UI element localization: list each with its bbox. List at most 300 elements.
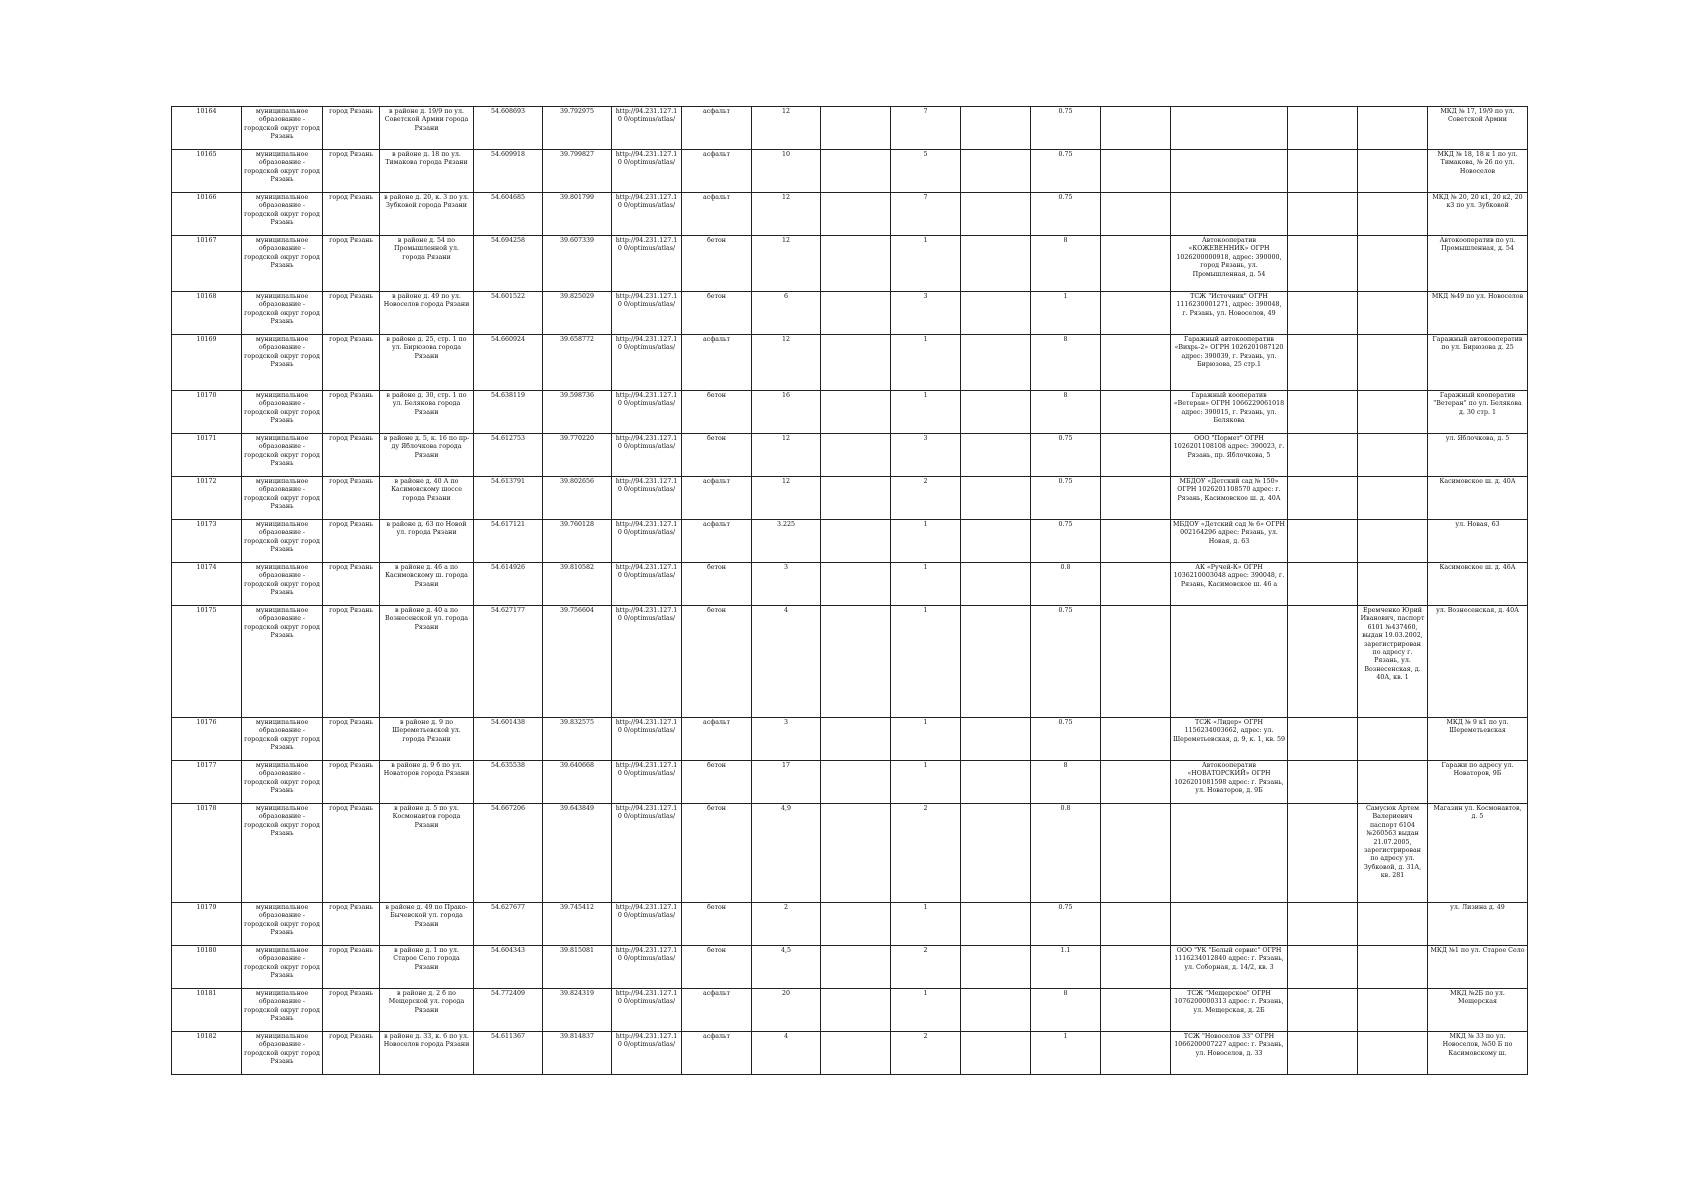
cell-owner: Автокооператив «КОЖЕВЕННИК» ОГРН 1026200000918, адрес: 390000, город Рязань, ул. Промышленная, д. 54 bbox=[1171, 236, 1288, 292]
table-row bbox=[172, 391, 1528, 434]
cell-owner: ТСЖ "Новоселов 33" ОГРН 1066200007227 адрес: г. Рязань, ул. Новоселов, д. 33 bbox=[1171, 1032, 1288, 1075]
cell-id: 10178 bbox=[172, 804, 242, 903]
cell-gap bbox=[1101, 150, 1171, 193]
cell-owner: ТСЖ «Лидер» ОГРН 1156234003662, адрес: ул. Шереметьевская, д. 9, к. 1, кв. 59 bbox=[1171, 718, 1288, 761]
table-row bbox=[172, 903, 1528, 946]
table-body bbox=[172, 107, 1528, 1075]
cell-mun: муниципальное образование - городской округ город Рязань bbox=[242, 563, 323, 606]
cell-c12 bbox=[961, 193, 1031, 236]
cell-place: в районе д. 9 по Шереметьевской ул. города Рязани bbox=[380, 718, 474, 761]
cell-person bbox=[1358, 107, 1428, 150]
cell-url: http://94.231.127.10 0/optimus/atlas/ bbox=[612, 477, 682, 520]
cell-c10 bbox=[821, 761, 891, 804]
cell-lon: 39.814837 bbox=[543, 1032, 612, 1075]
cell-person: Самусюк Артем Валериевич паспорт 6104 №260563 выдан 21.07.2005, зарегистрирован по адресу ул. Зубковой, д. 31А, кв. 281 bbox=[1358, 804, 1428, 903]
cell-source: МКД № 18, 18 к 1 по ул. Тимакова, № 26 по ул. Новоселов bbox=[1428, 150, 1528, 193]
cell-place: в районе д. 5 по ул. Космонавтов города Рязани bbox=[380, 804, 474, 903]
cell-url: http://94.231.127.10 0/optimus/atlas/ bbox=[612, 1032, 682, 1075]
cell-count: 2 bbox=[891, 804, 961, 903]
cell-area: 12 bbox=[752, 107, 821, 150]
cell-area: 4 bbox=[752, 606, 821, 718]
cell-owner bbox=[1171, 606, 1288, 718]
cell-vol: 1 bbox=[1031, 292, 1101, 335]
cell-mun: муниципальное образование - городской округ город Рязань bbox=[242, 804, 323, 903]
cell-city: город Рязань bbox=[323, 989, 380, 1032]
cell-city: город Рязань bbox=[323, 761, 380, 804]
cell-owner: Автокооператив «НОВАТОРСКИЙ» ОГРН 1026201081598 адрес: г. Рязань, ул. Новаторов, д. 9Б bbox=[1171, 761, 1288, 804]
cell-gap bbox=[1101, 946, 1171, 989]
cell-c15 bbox=[1288, 434, 1358, 477]
cell-owner bbox=[1171, 150, 1288, 193]
cell-city: город Рязань bbox=[323, 718, 380, 761]
cell-mun: муниципальное образование - городской округ город Рязань bbox=[242, 236, 323, 292]
cell-city: город Рязань bbox=[323, 477, 380, 520]
cell-owner: ООО "УК "Белый сервис" ОГРН 1116234012840 адрес: г. Рязань, ул. Соборная, д. 14/2, кв. 3 bbox=[1171, 946, 1288, 989]
cell-id: 10175 bbox=[172, 606, 242, 718]
cell-mun: муниципальное образование - городской округ город Рязань bbox=[242, 477, 323, 520]
cell-c12 bbox=[961, 335, 1031, 391]
cell-gap bbox=[1101, 761, 1171, 804]
cell-lat: 54.601522 bbox=[474, 292, 543, 335]
cell-cover: бетон bbox=[682, 606, 752, 718]
cell-mun: муниципальное образование - городской округ город Рязань bbox=[242, 946, 323, 989]
cell-count: 1 bbox=[891, 903, 961, 946]
cell-c12 bbox=[961, 520, 1031, 563]
cell-cover: бетон bbox=[682, 804, 752, 903]
cell-c10 bbox=[821, 335, 891, 391]
cell-source: МКД №49 по ул. Новоселов bbox=[1428, 292, 1528, 335]
cell-c12 bbox=[961, 761, 1031, 804]
cell-id: 10164 bbox=[172, 107, 242, 150]
cell-area: 10 bbox=[752, 150, 821, 193]
cell-person: Еремченко Юрий Иванович, паспорт 6101 №437460, выдан 19.03.2002, зарегистрирован по адресу г. Рязань, ул. Вознесенская, д. 40А, кв. 1 bbox=[1358, 606, 1428, 718]
cell-lat: 54.694258 bbox=[474, 236, 543, 292]
cell-vol: 0.75 bbox=[1031, 520, 1101, 563]
cell-gap bbox=[1101, 989, 1171, 1032]
cell-person bbox=[1358, 477, 1428, 520]
cell-url: http://94.231.127.10 0/optimus/atlas/ bbox=[612, 520, 682, 563]
cell-lon: 39.658772 bbox=[543, 335, 612, 391]
cell-cover: бетон bbox=[682, 292, 752, 335]
cell-person bbox=[1358, 150, 1428, 193]
cell-mun: муниципальное образование - городской округ город Рязань bbox=[242, 718, 323, 761]
cell-lat: 54.627677 bbox=[474, 903, 543, 946]
cell-owner: ТСЖ "Источник" ОГРН 1116230001271, адрес: 390048, г. Рязань, ул. Новоселов, 49 bbox=[1171, 292, 1288, 335]
cell-vol: 1.1 bbox=[1031, 946, 1101, 989]
cell-cover: бетон bbox=[682, 903, 752, 946]
cell-c15 bbox=[1288, 292, 1358, 335]
cell-count: 2 bbox=[891, 477, 961, 520]
cell-c10 bbox=[821, 563, 891, 606]
cell-gap bbox=[1101, 606, 1171, 718]
cell-c12 bbox=[961, 391, 1031, 434]
cell-lon: 39.643849 bbox=[543, 804, 612, 903]
cell-mun: муниципальное образование - городской округ город Рязань bbox=[242, 292, 323, 335]
cell-place: в районе д. 49 по ул. Новоселов города Рязани bbox=[380, 292, 474, 335]
cell-owner: Гаражный автокооператив «Вихрь-2» ОГРН 1026201087120 адрес: 390039, г. Рязань, ул. Бирюзова, 25 стр.1 bbox=[1171, 335, 1288, 391]
cell-lon: 39.832575 bbox=[543, 718, 612, 761]
cell-c10 bbox=[821, 292, 891, 335]
cell-id: 10170 bbox=[172, 391, 242, 434]
cell-owner: ТСЖ "Мещерское" ОГРН 1076200000313 адрес: г. Рязань, ул. Мещерская, д. 2Б bbox=[1171, 989, 1288, 1032]
cell-vol: 0.75 bbox=[1031, 193, 1101, 236]
cell-place: в районе д. 18 по ул. Тимакова города Рязани bbox=[380, 150, 474, 193]
cell-id: 10167 bbox=[172, 236, 242, 292]
cell-count: 2 bbox=[891, 946, 961, 989]
cell-source: МКД №1 по ул. Старое Село bbox=[1428, 946, 1528, 989]
cell-id: 10182 bbox=[172, 1032, 242, 1075]
cell-c15 bbox=[1288, 606, 1358, 718]
cell-c15 bbox=[1288, 107, 1358, 150]
cell-vol: 0.75 bbox=[1031, 477, 1101, 520]
cell-c12 bbox=[961, 150, 1031, 193]
cell-owner: ООО "Пормет" ОГРН 1026201108108 адрес: 390023, г. Рязань, пр. Яблочкова, 5 bbox=[1171, 434, 1288, 477]
cell-c10 bbox=[821, 718, 891, 761]
cell-city: город Рязань bbox=[323, 107, 380, 150]
cell-c10 bbox=[821, 391, 891, 434]
cell-city: город Рязань bbox=[323, 606, 380, 718]
cell-id: 10176 bbox=[172, 718, 242, 761]
cell-owner: Гаражный кооператив «Ветеран» ОГРН 1066229061018 адрес: 390015, г. Рязань, ул. Белякова bbox=[1171, 391, 1288, 434]
cell-c10 bbox=[821, 477, 891, 520]
cell-lat: 54.617121 bbox=[474, 520, 543, 563]
cell-area: 3 bbox=[752, 718, 821, 761]
cell-url: http://94.231.127.10 0/optimus/atlas/ bbox=[612, 292, 682, 335]
cell-city: город Рязань bbox=[323, 193, 380, 236]
cell-mun: муниципальное образование - городской округ город Рязань bbox=[242, 903, 323, 946]
cell-c12 bbox=[961, 903, 1031, 946]
cell-person bbox=[1358, 761, 1428, 804]
cell-c15 bbox=[1288, 563, 1358, 606]
cell-c12 bbox=[961, 606, 1031, 718]
cell-c12 bbox=[961, 946, 1031, 989]
cell-cover: асфальт bbox=[682, 718, 752, 761]
cell-c10 bbox=[821, 946, 891, 989]
cell-c12 bbox=[961, 563, 1031, 606]
cell-gap bbox=[1101, 193, 1171, 236]
cell-cover: бетон bbox=[682, 236, 752, 292]
cell-source: Касимовское ш. д. 40А bbox=[1428, 477, 1528, 520]
cell-count: 1 bbox=[891, 563, 961, 606]
cell-lat: 54.604343 bbox=[474, 946, 543, 989]
table-row bbox=[172, 520, 1528, 563]
cell-c15 bbox=[1288, 193, 1358, 236]
cell-c15 bbox=[1288, 903, 1358, 946]
table-row bbox=[172, 761, 1528, 804]
cell-lat: 54.611367 bbox=[474, 1032, 543, 1075]
cell-c10 bbox=[821, 107, 891, 150]
cell-url: http://94.231.127.10 0/optimus/atlas/ bbox=[612, 193, 682, 236]
cell-vol: 0.75 bbox=[1031, 718, 1101, 761]
cell-person bbox=[1358, 989, 1428, 1032]
cell-lon: 39.607339 bbox=[543, 236, 612, 292]
cell-c15 bbox=[1288, 718, 1358, 761]
cell-cover: асфальт bbox=[682, 989, 752, 1032]
cell-c10 bbox=[821, 520, 891, 563]
cell-cover: бетон bbox=[682, 563, 752, 606]
cell-owner: МБДОУ «Детский сад № 6» ОГРН 002164296 адрес: Рязань, ул. Новая, д. 63 bbox=[1171, 520, 1288, 563]
cell-person bbox=[1358, 946, 1428, 989]
table-row bbox=[172, 563, 1528, 606]
cell-lat: 54.612753 bbox=[474, 434, 543, 477]
cell-area: 12 bbox=[752, 193, 821, 236]
cell-city: город Рязань bbox=[323, 292, 380, 335]
cell-url: http://94.231.127.10 0/optimus/atlas/ bbox=[612, 335, 682, 391]
cell-vol: 8 bbox=[1031, 236, 1101, 292]
cell-lon: 39.756604 bbox=[543, 606, 612, 718]
cell-lat: 54.635538 bbox=[474, 761, 543, 804]
cell-place: в районе д. 49 по Прако-Бычевской ул. города Рязани bbox=[380, 903, 474, 946]
table-row bbox=[172, 804, 1528, 903]
cell-area: 17 bbox=[752, 761, 821, 804]
cell-c12 bbox=[961, 107, 1031, 150]
cell-lon: 39.792975 bbox=[543, 107, 612, 150]
cell-source: ул. Лизина д. 49 bbox=[1428, 903, 1528, 946]
cell-c10 bbox=[821, 236, 891, 292]
cell-place: в районе д. 40 А по Касимовскому шоссе города Рязани bbox=[380, 477, 474, 520]
cell-place: в районе д. 1 по ул. Старое Село города Рязани bbox=[380, 946, 474, 989]
table-row bbox=[172, 335, 1528, 391]
cell-city: город Рязань bbox=[323, 946, 380, 989]
cell-lat: 54.608693 bbox=[474, 107, 543, 150]
cell-city: город Рязань bbox=[323, 903, 380, 946]
cell-lat: 54.601438 bbox=[474, 718, 543, 761]
cell-url: http://94.231.127.10 0/optimus/atlas/ bbox=[612, 391, 682, 434]
cell-place: в районе д. 54 по Промышленной ул. города Рязани bbox=[380, 236, 474, 292]
cell-source: Гаражный автокооператив по ул. Бирюзова д. 25 bbox=[1428, 335, 1528, 391]
cell-owner bbox=[1171, 804, 1288, 903]
cell-gap bbox=[1101, 520, 1171, 563]
cell-c15 bbox=[1288, 150, 1358, 193]
cell-url: http://94.231.127.10 0/optimus/atlas/ bbox=[612, 804, 682, 903]
cell-person bbox=[1358, 434, 1428, 477]
cell-c12 bbox=[961, 718, 1031, 761]
cell-lon: 39.815081 bbox=[543, 946, 612, 989]
cell-vol: 0.75 bbox=[1031, 434, 1101, 477]
cell-url: http://94.231.127.10 0/optimus/atlas/ bbox=[612, 761, 682, 804]
cell-cover: асфальт bbox=[682, 477, 752, 520]
table-row bbox=[172, 946, 1528, 989]
cell-id: 10181 bbox=[172, 989, 242, 1032]
cell-lon: 39.799827 bbox=[543, 150, 612, 193]
cell-id: 10168 bbox=[172, 292, 242, 335]
cell-lon: 39.802656 bbox=[543, 477, 612, 520]
cell-cover: асфальт bbox=[682, 193, 752, 236]
cell-source: ул. Яблочкова, д. 5 bbox=[1428, 434, 1528, 477]
cell-lon: 39.745412 bbox=[543, 903, 612, 946]
cell-area: 12 bbox=[752, 434, 821, 477]
cell-url: http://94.231.127.10 0/optimus/atlas/ bbox=[612, 236, 682, 292]
cell-url: http://94.231.127.10 0/optimus/atlas/ bbox=[612, 150, 682, 193]
cell-c10 bbox=[821, 1032, 891, 1075]
cell-mun: муниципальное образование - городской округ город Рязань bbox=[242, 107, 323, 150]
cell-vol: 0.75 bbox=[1031, 150, 1101, 193]
cell-gap bbox=[1101, 434, 1171, 477]
cell-vol: 8 bbox=[1031, 989, 1101, 1032]
cell-mun: муниципальное образование - городской округ город Рязань bbox=[242, 761, 323, 804]
cell-cover: бетон bbox=[682, 946, 752, 989]
cell-city: город Рязань bbox=[323, 804, 380, 903]
cell-area: 6 bbox=[752, 292, 821, 335]
cell-city: город Рязань bbox=[323, 335, 380, 391]
cell-url: http://94.231.127.10 0/optimus/atlas/ bbox=[612, 989, 682, 1032]
cell-mun: муниципальное образование - городской округ город Рязань bbox=[242, 391, 323, 434]
cell-area: 4,9 bbox=[752, 804, 821, 903]
cell-id: 10171 bbox=[172, 434, 242, 477]
cell-person bbox=[1358, 292, 1428, 335]
cell-gap bbox=[1101, 563, 1171, 606]
cell-cover: бетон bbox=[682, 391, 752, 434]
cell-vol: 0.75 bbox=[1031, 107, 1101, 150]
cell-lat: 54.772409 bbox=[474, 989, 543, 1032]
cell-count: 1 bbox=[891, 989, 961, 1032]
cell-place: в районе д. 63 по Новой ул. города Рязани bbox=[380, 520, 474, 563]
cell-gap bbox=[1101, 718, 1171, 761]
cell-source: ул. Вознесенская, д. 40А bbox=[1428, 606, 1528, 718]
cell-count: 7 bbox=[891, 193, 961, 236]
cell-owner: АК «Ручей-К» ОГРН 1036210003048 адрес: 390048, г. Рязань, Касимовское ш. 46 а bbox=[1171, 563, 1288, 606]
cell-person bbox=[1358, 391, 1428, 434]
table-row bbox=[172, 236, 1528, 292]
cell-vol: 1 bbox=[1031, 1032, 1101, 1075]
cell-mun: муниципальное образование - городской округ город Рязань bbox=[242, 150, 323, 193]
cell-source: Гаражи по адресу ул. Новаторов, 9Б bbox=[1428, 761, 1528, 804]
cell-area: 4 bbox=[752, 1032, 821, 1075]
table-row bbox=[172, 1032, 1528, 1075]
cell-count: 1 bbox=[891, 761, 961, 804]
registry-table bbox=[171, 106, 1528, 1075]
cell-mun: муниципальное образование - городской округ город Рязань bbox=[242, 989, 323, 1032]
cell-cover: бетон bbox=[682, 434, 752, 477]
cell-person bbox=[1358, 718, 1428, 761]
cell-id: 10177 bbox=[172, 761, 242, 804]
cell-owner bbox=[1171, 107, 1288, 150]
table-row bbox=[172, 434, 1528, 477]
cell-count: 2 bbox=[891, 1032, 961, 1075]
cell-area: 12 bbox=[752, 477, 821, 520]
cell-c12 bbox=[961, 804, 1031, 903]
cell-count: 1 bbox=[891, 606, 961, 718]
cell-url: http://94.231.127.10 0/optimus/atlas/ bbox=[612, 903, 682, 946]
cell-c15 bbox=[1288, 989, 1358, 1032]
cell-place: в районе д. 30, стр. 1 по ул. Белякова города Рязани bbox=[380, 391, 474, 434]
cell-gap bbox=[1101, 107, 1171, 150]
cell-place: в районе д. 2 б по Мещерской ул. города Рязани bbox=[380, 989, 474, 1032]
cell-vol: 8 bbox=[1031, 761, 1101, 804]
cell-area: 2 bbox=[752, 903, 821, 946]
cell-mun: муниципальное образование - городской округ город Рязань bbox=[242, 434, 323, 477]
cell-id: 10173 bbox=[172, 520, 242, 563]
cell-gap bbox=[1101, 477, 1171, 520]
cell-place: в районе д. 5, к. 16 по пр-ду Яблочкова города Рязани bbox=[380, 434, 474, 477]
cell-lat: 54.604685 bbox=[474, 193, 543, 236]
cell-c15 bbox=[1288, 391, 1358, 434]
cell-gap bbox=[1101, 391, 1171, 434]
table-row bbox=[172, 193, 1528, 236]
cell-c10 bbox=[821, 903, 891, 946]
cell-c15 bbox=[1288, 761, 1358, 804]
table-row bbox=[172, 989, 1528, 1032]
cell-c10 bbox=[821, 606, 891, 718]
cell-count: 3 bbox=[891, 292, 961, 335]
cell-lon: 39.825029 bbox=[543, 292, 612, 335]
cell-vol: 0.8 bbox=[1031, 804, 1101, 903]
cell-mun: муниципальное образование - городской округ город Рязань bbox=[242, 335, 323, 391]
cell-lat: 54.614926 bbox=[474, 563, 543, 606]
cell-owner bbox=[1171, 193, 1288, 236]
cell-source: МКД № 33 по ул. Новоселов, №50 Б по Касимовскому ш. bbox=[1428, 1032, 1528, 1075]
cell-person bbox=[1358, 563, 1428, 606]
cell-source: МКД № 17, 19/9 по ул. Советской Армии bbox=[1428, 107, 1528, 150]
cell-vol: 0.8 bbox=[1031, 563, 1101, 606]
cell-count: 1 bbox=[891, 391, 961, 434]
cell-city: город Рязань bbox=[323, 1032, 380, 1075]
cell-c10 bbox=[821, 150, 891, 193]
cell-person bbox=[1358, 903, 1428, 946]
cell-lon: 39.640668 bbox=[543, 761, 612, 804]
cell-vol: 8 bbox=[1031, 391, 1101, 434]
cell-cover: асфальт bbox=[682, 335, 752, 391]
cell-cover: асфальт bbox=[682, 150, 752, 193]
table-row bbox=[172, 292, 1528, 335]
cell-c10 bbox=[821, 989, 891, 1032]
cell-count: 1 bbox=[891, 335, 961, 391]
cell-c12 bbox=[961, 477, 1031, 520]
cell-url: http://94.231.127.10 0/optimus/atlas/ bbox=[612, 563, 682, 606]
cell-area: 16 bbox=[752, 391, 821, 434]
cell-c12 bbox=[961, 1032, 1031, 1075]
cell-url: http://94.231.127.10 0/optimus/atlas/ bbox=[612, 606, 682, 718]
cell-id: 10166 bbox=[172, 193, 242, 236]
cell-area: 20 bbox=[752, 989, 821, 1032]
table-row bbox=[172, 107, 1528, 150]
cell-id: 10174 bbox=[172, 563, 242, 606]
cell-gap bbox=[1101, 292, 1171, 335]
cell-lat: 54.627177 bbox=[474, 606, 543, 718]
cell-source: Гаражный кооператив "Ветеран" по ул. Белякова д. 30 стр. 1 bbox=[1428, 391, 1528, 434]
cell-c10 bbox=[821, 804, 891, 903]
cell-url: http://94.231.127.10 0/optimus/atlas/ bbox=[612, 434, 682, 477]
cell-area: 12 bbox=[752, 335, 821, 391]
cell-source: Магазин ул. Космонавтов, д. 5 bbox=[1428, 804, 1528, 903]
cell-c12 bbox=[961, 292, 1031, 335]
cell-gap bbox=[1101, 236, 1171, 292]
cell-count: 7 bbox=[891, 107, 961, 150]
cell-count: 1 bbox=[891, 236, 961, 292]
cell-gap bbox=[1101, 804, 1171, 903]
cell-id: 10169 bbox=[172, 335, 242, 391]
cell-city: город Рязань bbox=[323, 434, 380, 477]
cell-place: в районе д. 33, к. 6 по ул. Новоселов города Рязани bbox=[380, 1032, 474, 1075]
cell-c15 bbox=[1288, 520, 1358, 563]
cell-c15 bbox=[1288, 236, 1358, 292]
cell-c15 bbox=[1288, 946, 1358, 989]
table-row bbox=[172, 477, 1528, 520]
cell-c15 bbox=[1288, 1032, 1358, 1075]
table-row bbox=[172, 606, 1528, 718]
cell-owner: МБДОУ «Детский сад № 150» ОГРН 1026201108570 адрес: г. Рязань, Касимовское ш. д. 40А bbox=[1171, 477, 1288, 520]
cell-id: 10172 bbox=[172, 477, 242, 520]
cell-source: МКД № 20, 20 к1, 20 к2, 20 к3 по ул. Зубковой bbox=[1428, 193, 1528, 236]
cell-lon: 39.801799 bbox=[543, 193, 612, 236]
cell-source: ул. Новая, 63 bbox=[1428, 520, 1528, 563]
cell-city: город Рязань bbox=[323, 391, 380, 434]
cell-lon: 39.598736 bbox=[543, 391, 612, 434]
cell-lat: 54.660924 bbox=[474, 335, 543, 391]
cell-vol: 0.75 bbox=[1031, 903, 1101, 946]
table-row bbox=[172, 150, 1528, 193]
cell-mun: муниципальное образование - городской округ город Рязань bbox=[242, 1032, 323, 1075]
